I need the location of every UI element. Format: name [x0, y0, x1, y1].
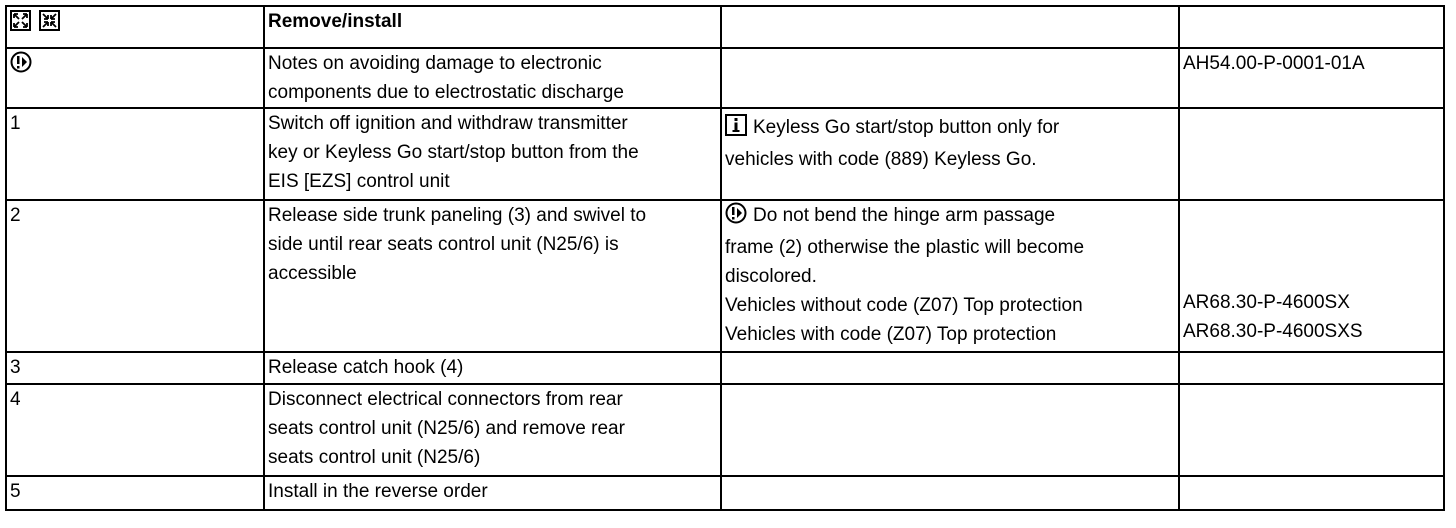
- reference-link[interactable]: AR68.30-P-4600SXS: [1183, 321, 1363, 342]
- action-line: accessible: [268, 263, 357, 284]
- header-notes-cell: [721, 6, 1179, 48]
- refs-cell: [1179, 476, 1444, 510]
- table-row: [6, 108, 1444, 200]
- notes-cell: [721, 48, 1179, 108]
- header-refs-cell: [1179, 6, 1444, 48]
- refs-cell: [1179, 108, 1444, 200]
- table-row: [6, 352, 1444, 384]
- procedure-table-container: [5, 5, 1445, 511]
- note-line: vehicles with code (889) Keyless Go.: [725, 149, 1037, 170]
- refs-cell: [1179, 48, 1444, 108]
- reference-link[interactable]: AR68.30-P-4600SX: [1183, 292, 1350, 313]
- notes-cell: [721, 476, 1179, 510]
- action-cell: [264, 108, 721, 200]
- refs-cell: [1179, 384, 1444, 476]
- note-line: Keyless Go start/stop button only for: [753, 117, 1060, 138]
- header-icons-cell: [6, 6, 264, 48]
- note-line: Do not bend the hinge arm passage: [753, 205, 1056, 226]
- action-line: seats control unit (N25/6) and remove rear: [268, 418, 625, 439]
- step-number: 3: [6, 352, 264, 384]
- action-cell: [264, 352, 721, 384]
- action-line: key or Keyless Go start/stop button from the: [268, 142, 639, 163]
- note-line: frame (2) otherwise the plastic will become: [725, 237, 1085, 258]
- esd-warning-icon: [10, 49, 32, 78]
- table-row: [6, 384, 1444, 476]
- notes-cell: [721, 352, 1179, 384]
- action-cell: [264, 384, 721, 476]
- step-number: 4: [6, 384, 264, 476]
- info-icon[interactable]: [725, 114, 747, 145]
- notes-cell: [721, 108, 1179, 200]
- expand-all-icon[interactable]: [10, 10, 31, 40]
- action-cell: [264, 476, 721, 510]
- notes-cell: [721, 200, 1179, 352]
- note-line: Vehicles with code (Z07) Top protection: [725, 324, 1057, 345]
- header-title: Remove/install: [264, 6, 721, 48]
- table-row: [6, 476, 1444, 510]
- step-number: 5: [6, 476, 264, 510]
- action-line: side until rear seats control unit (N25/6) is: [268, 234, 619, 255]
- action-line: Disconnect electrical connectors from rear: [268, 389, 623, 410]
- note-line: discolored.: [725, 266, 817, 287]
- table-row: [6, 48, 1444, 108]
- collapse-all-icon[interactable]: [39, 10, 60, 40]
- header-row: [6, 6, 1444, 48]
- notes-cell: [721, 384, 1179, 476]
- action-line: Notes on avoiding damage to electronic: [268, 53, 602, 74]
- caution-icon: [725, 202, 747, 233]
- note-line: Vehicles without code (Z07) Top protection: [725, 295, 1083, 316]
- action-line: Switch off ignition and withdraw transmitter: [268, 113, 628, 134]
- step-number: 1: [6, 108, 264, 200]
- action-line: Release catch hook (4): [268, 357, 464, 378]
- action-line: seats control unit (N25/6): [268, 447, 481, 468]
- step-number: 2: [6, 200, 264, 352]
- refs-cell: [1179, 352, 1444, 384]
- action-cell: [264, 200, 721, 352]
- action-line: Install in the reverse order: [268, 481, 488, 502]
- action-cell: [264, 48, 721, 108]
- step-cell: [6, 48, 264, 108]
- action-line: EIS [EZS] control unit: [268, 171, 450, 192]
- refs-cell: [1179, 200, 1444, 352]
- table-row: [6, 200, 1444, 352]
- action-line: Release side trunk paneling (3) and swivel to: [268, 205, 647, 226]
- action-line: components due to electrostatic discharge: [268, 82, 624, 103]
- reference-link[interactable]: AH54.00-P-0001-01A: [1183, 53, 1365, 74]
- procedure-table: [5, 5, 1445, 511]
